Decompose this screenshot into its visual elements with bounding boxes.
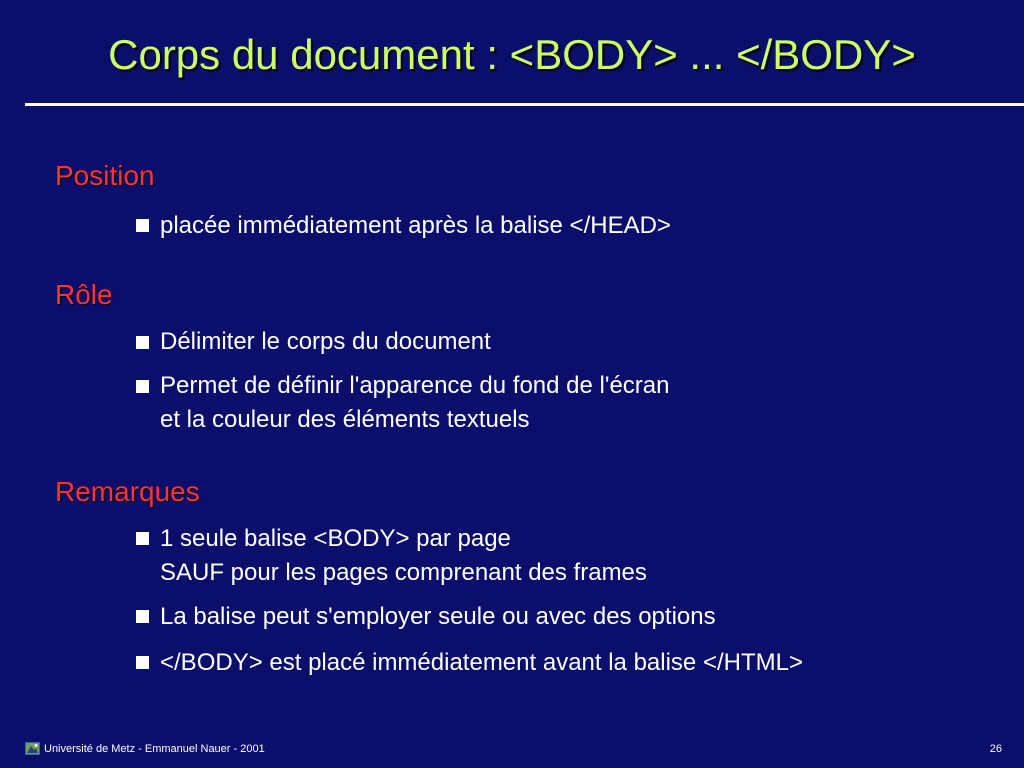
page-number: 26 xyxy=(989,743,1002,755)
university-logo-icon xyxy=(25,742,40,755)
bullet-square-icon xyxy=(136,380,149,393)
bullet-text: La balise peut s'employer seule ou avec des options xyxy=(160,603,716,630)
section-heading-role: Rôle xyxy=(55,279,113,310)
bullet-text: </BODY> est placé immédiatement avant la balise </HTML> xyxy=(160,649,803,676)
bullet-square-icon xyxy=(136,336,149,349)
bullet-square-icon xyxy=(136,656,149,669)
section-heading-position: Position xyxy=(55,160,155,191)
footer-credit: Université de Metz - Emmanuel Nauer - 2001 xyxy=(44,743,265,755)
bullet-text-continuation: SAUF pour les pages comprenant des frames xyxy=(160,559,647,586)
bullet-text: 1 seule balise <BODY> par page xyxy=(160,525,511,552)
bullet-text: Délimiter le corps du document xyxy=(160,328,491,355)
slide-title: Corps du document : <BODY> ... </BODY> xyxy=(108,31,916,78)
bullet-square-icon xyxy=(136,219,149,232)
bullet-square-icon xyxy=(136,532,149,545)
bullet-square-icon xyxy=(136,610,149,623)
title-divider xyxy=(25,103,1024,106)
bullet-text-continuation: et la couleur des éléments textuels xyxy=(160,406,530,433)
section-heading-remarques: Remarques xyxy=(55,476,200,507)
bullet-text: placée immédiatement après la balise </HEAD> xyxy=(160,212,671,239)
bullet-text: Permet de définir l'apparence du fond de l'écran xyxy=(160,372,670,399)
